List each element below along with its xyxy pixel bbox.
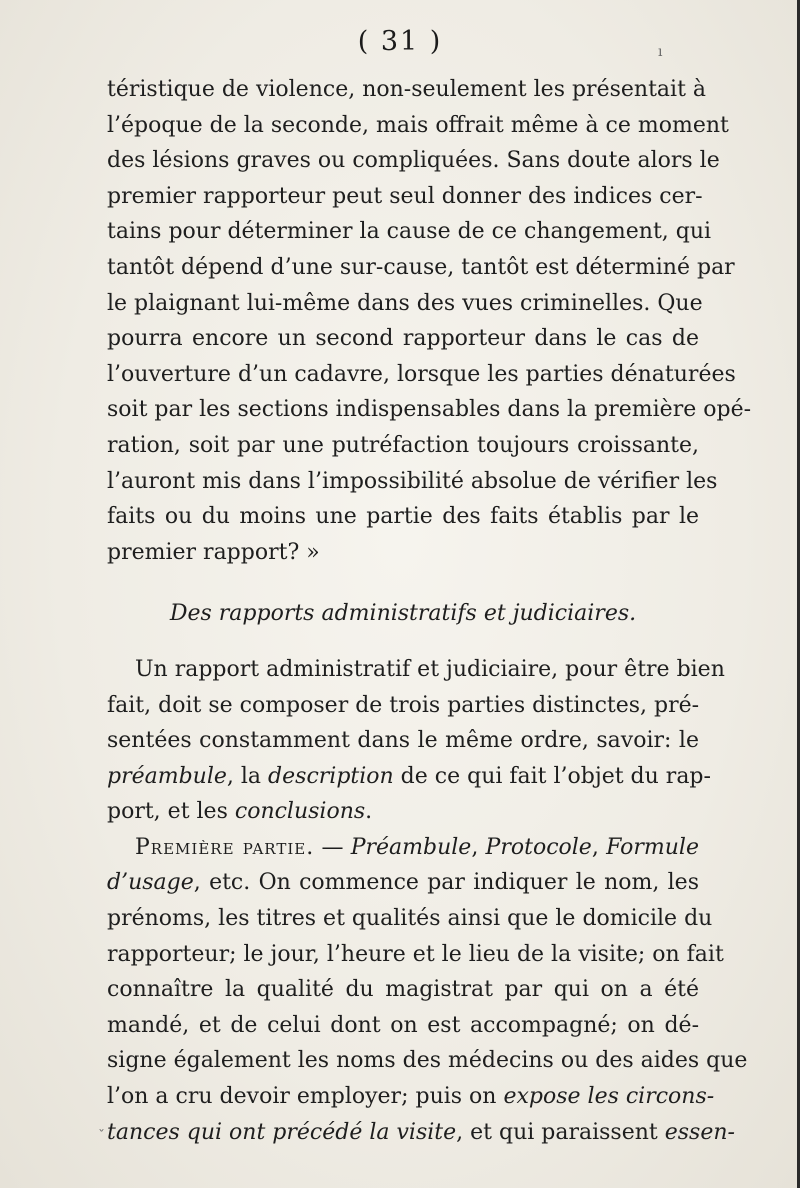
italic-term: préambule	[107, 763, 227, 789]
italic-term: expose les circons-	[503, 1084, 715, 1110]
text-line: tances qui ont précédé la visite, et qui paraissent essen-	[107, 1119, 735, 1145]
text-line: des lésions graves ou compliquées. Sans doute alors le	[107, 148, 720, 174]
section-heading: Des rapports administratifs et judiciaires.	[169, 601, 637, 627]
text-line: ration, soit par une putréfaction toujours croissante,	[107, 432, 699, 458]
text-line: signe également les noms des médecins ou des aides que	[107, 1048, 748, 1074]
text-line: soit par les sections indispensables dans la première opé-	[107, 397, 752, 423]
text-line: sentées constamment dans le même ordre, savoir: le	[107, 728, 699, 754]
italic-term: Protocole	[485, 834, 592, 860]
paragraph-first-part	[107, 830, 748, 1150]
text-line: préambule, la description de ce qui fait l’objet du rap-	[107, 763, 711, 789]
italic-term: d’usage	[107, 870, 194, 896]
paragraph-administrative-report	[107, 652, 725, 830]
italic-term: conclusions	[234, 799, 366, 825]
text-line: fait, doit se composer de trois parties distinctes, pré-	[107, 692, 700, 718]
text-line: premier rapport? »	[107, 539, 320, 565]
text-line: port, et les conclusions.	[107, 799, 373, 825]
text-line: pourra encore un second rapporteur dans le cas de	[107, 326, 699, 352]
paper-speck: ı	[658, 44, 663, 60]
text-line: faits ou du moins une partie des faits établis par le	[107, 504, 699, 530]
text-line: l’auront mis dans l’impossibilité absolue de vérifier les	[107, 468, 718, 494]
paragraph-continued	[107, 72, 752, 570]
text-line: Un rapport administratif et judiciaire, pour être bien	[135, 656, 725, 682]
text-line: le plaignant lui-même dans des vues criminelles. Que	[107, 290, 703, 316]
italic-term: essen-	[664, 1119, 735, 1145]
text-line: téristique de violence, non-seulement les présentait à	[107, 77, 707, 102]
text-line: l’ouverture d’un cadavre, lorsque les parties dénaturées	[107, 361, 736, 387]
page-number: ( 31 )	[357, 26, 443, 57]
text-line: l’on a cru devoir employer; puis on expose les circons-	[107, 1084, 715, 1110]
italic-term: Formule	[606, 834, 699, 860]
italic-term: description	[268, 763, 394, 789]
text-line: tains pour déterminer la cause de ce changement, qui	[107, 219, 712, 245]
text-line: l’époque de la seconde, mais offrait même à ce moment	[107, 112, 729, 138]
paper-speck: ˇ	[98, 1128, 105, 1144]
italic-term: Préambule	[350, 834, 472, 860]
text-line: tantôt dépend d’une sur-cause, tantôt est déterminé par	[107, 254, 735, 280]
text-line: Première partie. — Préambule, Protocole, Formule	[135, 834, 699, 860]
page-body-text	[107, 72, 752, 1150]
text-line: connaître la qualité du magistrat par qui on a été	[107, 977, 699, 1003]
text-line: mandé, et de celui dont on est accompagné; on dé-	[107, 1012, 699, 1038]
text-line: rapporteur; le jour, l’heure et le lieu de la visite; on fait	[107, 941, 724, 967]
part-label: Première partie.	[135, 834, 315, 860]
text-line: prénoms, les titres et qualités ainsi que le domicile du	[107, 906, 713, 932]
italic-term: tances qui ont précédé la visite	[107, 1119, 457, 1145]
text-line: d’usage, etc. On commence par indiquer le nom, les	[107, 870, 699, 896]
text-line: premier rapporteur peut seul donner des indices cer-	[107, 183, 703, 209]
